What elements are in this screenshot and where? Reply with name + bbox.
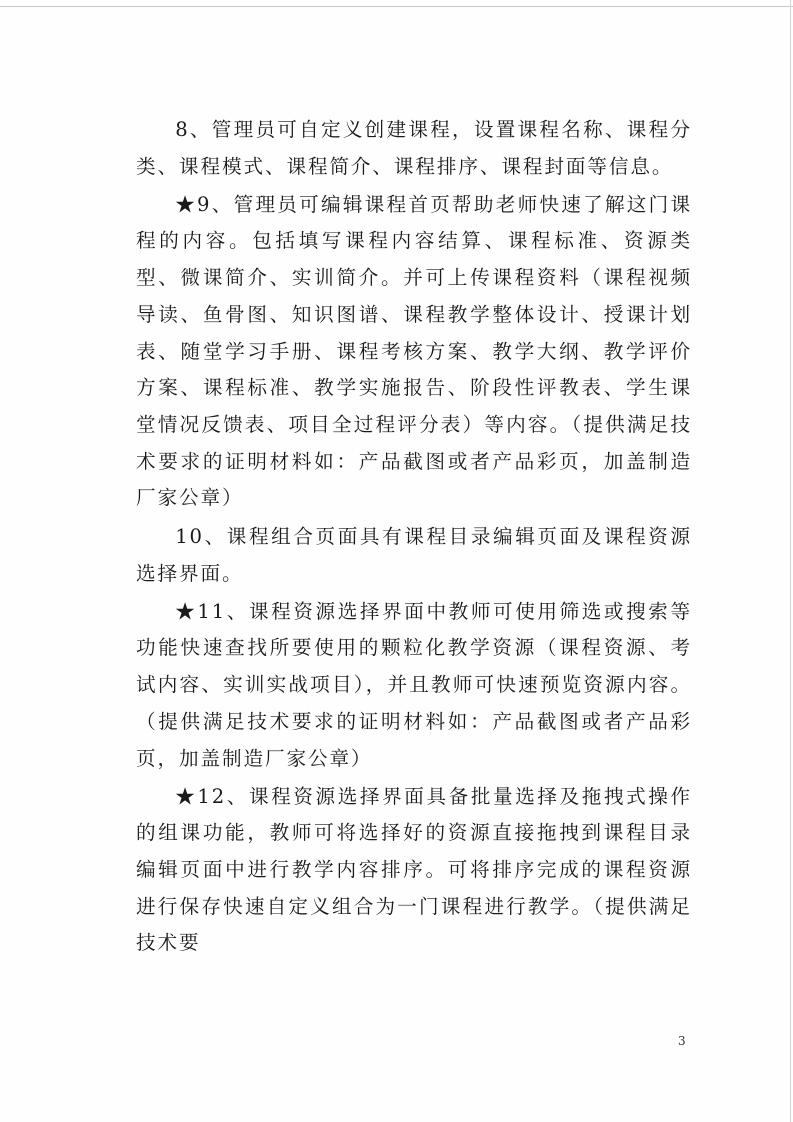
- document-body: [136, 112, 692, 963]
- paragraph-item-11: ★11、课程资源选择界面中教师可使用筛选或搜索等功能快速查找所要使用的颗粒化教学资源（课程资源、考试内容、实训实战项目），并且教师可快速预览资源内容。（提供满足技术要求的证明材料如：产品截图或者产品彩页，加盖制造厂家公章）: [136, 599, 692, 770]
- scan-top-edge: [0, 6, 793, 7]
- page-number: 3: [678, 1034, 686, 1048]
- paragraph-item-10: 10、课程组合页面具有课程目录编辑页面及课程资源选择界面。: [136, 525, 692, 585]
- paragraph-item-9: ★9、管理员可编辑课程首页帮助老师快速了解这门课程的内容。包括填写课程内容结算、课程标准、资源类型、微课简介、实训简介。并可上传课程资料（课程视频导读、鱼骨图、知识图谱、课程教学整体设计、授课计划表、随堂学习手册、课程考核方案、教学大纲、教学评价方案、课程标准、教学实施报告、阶段性评教表、学生课堂情况反馈表、项目全过程评分表）等内容。（提供满足技术要求的证明材料如：产品截图或者产品彩页，加盖制造厂家公章）: [136, 192, 692, 510]
- paragraph-item-12: ★12、课程资源选择界面具备批量选择及拖拽式操作的组课功能，教师可将选择好的资源直接拖拽到课程目录编辑页面中进行教学内容排序。可将排序完成的课程资源进行保存快速自定义组合为一门课程进行教学。（提供满足技术要: [136, 784, 692, 955]
- paragraph-item-8: 8、管理员可自定义创建课程，设置课程名称、课程分类、课程模式、课程简介、课程排序、课程封面等信息。: [136, 118, 692, 178]
- scan-right-edge: [790, 0, 791, 1122]
